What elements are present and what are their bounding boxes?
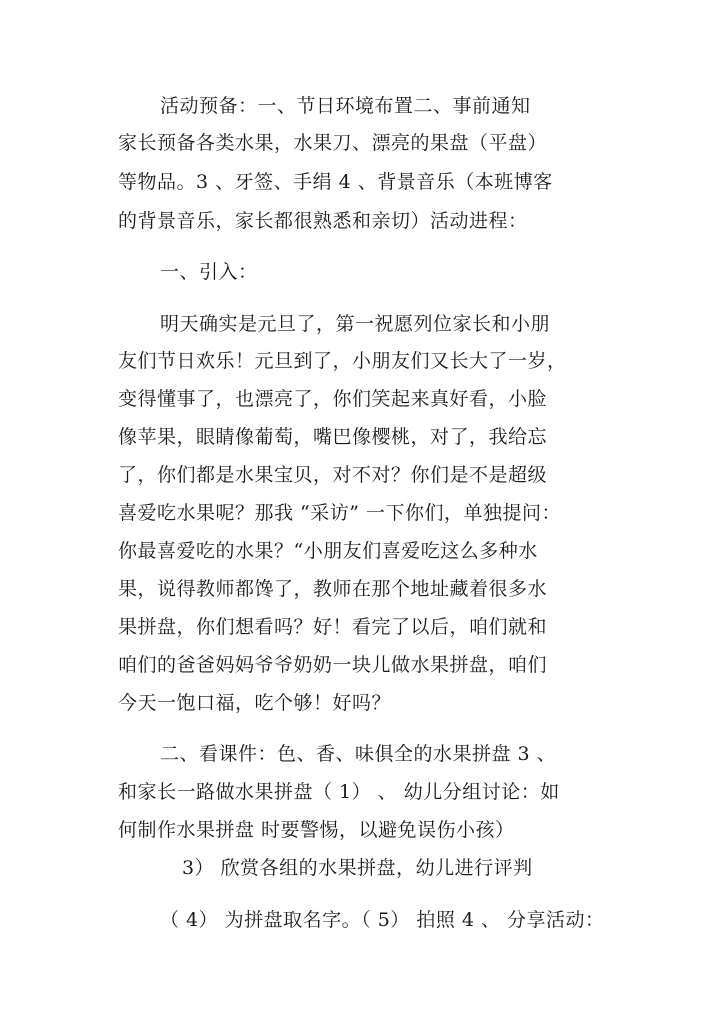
text-line: 和家长一路做水果拼盘（ 1） 、 幼儿分组讨论：如 [118, 781, 560, 803]
text-line: 变得懂事了，也漂亮了，你们笑起来真好看，小脸 [118, 388, 548, 410]
text-line: 今天一饱口福，吃个够！好吗？ [118, 692, 392, 714]
text-line: 友们节日欢乐！元旦到了，小朋友们又长大了一岁， [118, 350, 567, 372]
text-line: 了，你们都是水果宝贝，对不对？你们是不是超级 [118, 464, 548, 486]
text-line: 何制作水果拼盘 时要警惕，以避免误伤小孩） [118, 819, 515, 841]
text-line: 明天确实是元旦了，第一祝愿列位家长和小朋 [160, 313, 551, 335]
text-line: 你最喜爱吃的水果？“小朋友们喜爱吃这么多种水 [118, 540, 538, 562]
text-line: （ 4） 为拼盘取名字。（ 5） 拍照 4 、 分享活动： [160, 909, 605, 931]
text-line: 二、看课件：色、香、味俱全的水果拼盘 3 、 [160, 743, 557, 765]
text-line: 的背景音乐，家长都很熟悉和亲切）活动进程： [118, 210, 528, 232]
text-line: 家长预备各类水果，水果刀、漂亮的果盘（平盘） [118, 132, 548, 154]
text-line: 等物品。3 、牙签、手绢 4 、背景音乐（本班博客 [118, 171, 553, 193]
text-line: 活动预备：一、节日环境布置二、事前通知 [160, 95, 531, 117]
section-heading: 一、引入： [160, 261, 258, 283]
text-line: 像苹果，眼睛像葡萄，嘴巴像樱桃，对了，我给忘 [118, 426, 548, 448]
text-line: 3） 欣赏各组的水果拼盘，幼儿进行评判 [182, 857, 533, 879]
text-line: 果拼盘，你们想看吗？好！看完了以后，咱们就和 [118, 616, 548, 638]
text-line: 果，说得教师都馋了，教师在那个地址藏着很多水 [118, 578, 548, 600]
text-line: 咱们的爸爸妈妈爷爷奶奶一块儿做水果拼盘，咱们 [118, 654, 548, 676]
text-line: 喜爱吃水果呢？那我 “采访” 一下你们，单独提问： [118, 502, 562, 524]
